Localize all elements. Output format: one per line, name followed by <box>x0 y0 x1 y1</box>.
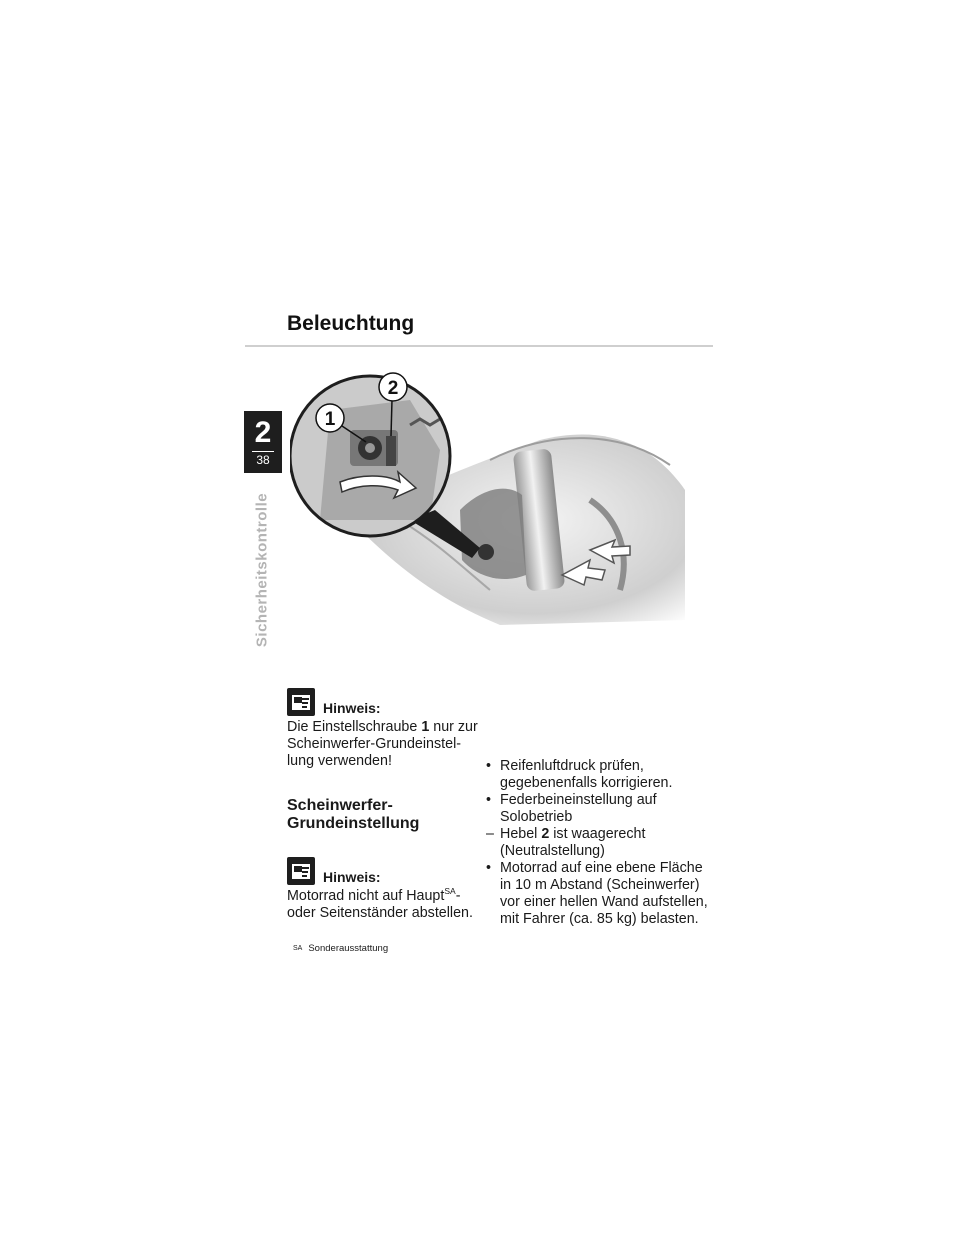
detail-lever <box>386 436 396 466</box>
note-1-text-start: Die Einstellschraube <box>287 719 422 735</box>
bullet-marker: • <box>486 792 492 808</box>
section-heading <box>287 797 487 833</box>
note-1-text <box>287 719 487 770</box>
callout-2-label: 2 <box>387 378 399 399</box>
callout-1-label: 1 <box>324 409 336 430</box>
heading-line-1: Scheinwerfer- <box>287 797 393 814</box>
footnote-marker: SA <box>293 945 303 952</box>
note-2-text <box>287 888 487 922</box>
list-item-text: Federbeineinstellung auf Solobetrieb <box>500 792 657 825</box>
section-sidebar-label: Sicherheitskontrolle <box>253 492 271 648</box>
list-item-text-end: ist waagerecht (Neutralstellung) <box>500 826 646 859</box>
note-2-label: Hinweis: <box>323 869 381 885</box>
footnote <box>287 940 487 957</box>
note-2-header <box>287 857 487 885</box>
chapter-number: 2 <box>254 416 272 449</box>
list-item <box>486 758 716 792</box>
right-column <box>486 758 716 928</box>
callout-2-leader <box>391 400 392 436</box>
list-item-text <box>500 826 716 860</box>
bullet-marker: • <box>486 758 492 774</box>
note-2-text-end: -oder Seitenständer abstellen. <box>287 888 473 921</box>
note-1-label: Hinweis: <box>323 700 381 716</box>
list-item-text-start: Hebel <box>500 826 542 842</box>
adjuster-screw-detail <box>478 544 494 560</box>
note-hand-icon <box>287 857 315 885</box>
heading-line-2: Grundeinstellung <box>287 815 420 832</box>
lever-reference: 2 <box>541 826 550 842</box>
list-item <box>486 792 716 826</box>
list-item <box>486 826 716 860</box>
list-item <box>486 860 716 928</box>
headlight-adjustment-illustration <box>290 370 690 630</box>
list-item-text: Motorrad auf eine ebene Fläche in 10 m Abstand (Scheinwerfer) vor einer hellen Wand aufstellen, mit Fahrer (ca. 85 kg) belasten. <box>500 860 708 927</box>
note-2-superscript: SA <box>444 886 456 897</box>
note-1-text-end: nur zur Scheinwerfer-Grundeinstel-lung verwenden! <box>287 719 478 769</box>
frame-shadow <box>460 489 526 579</box>
footnote-text: Sonderausstattung <box>308 943 389 954</box>
page-number: 38 <box>256 453 270 467</box>
left-column <box>287 688 487 957</box>
bullet-marker: • <box>486 860 492 876</box>
note-1-header <box>287 688 487 716</box>
list-item-text: Reifenluftdruck prüfen, gegebenenfalls korrigieren. <box>500 758 673 791</box>
page-title: Beleuchtung <box>287 312 415 335</box>
note-2-text-start: Motorrad nicht auf Haupt <box>287 888 445 904</box>
title-divider <box>245 345 713 347</box>
dash-marker: – <box>486 826 494 842</box>
chapter-tab <box>244 411 282 473</box>
note-1-reference: 1 <box>421 719 430 735</box>
detail-screw-center <box>365 443 375 453</box>
note-hand-icon <box>287 688 315 716</box>
